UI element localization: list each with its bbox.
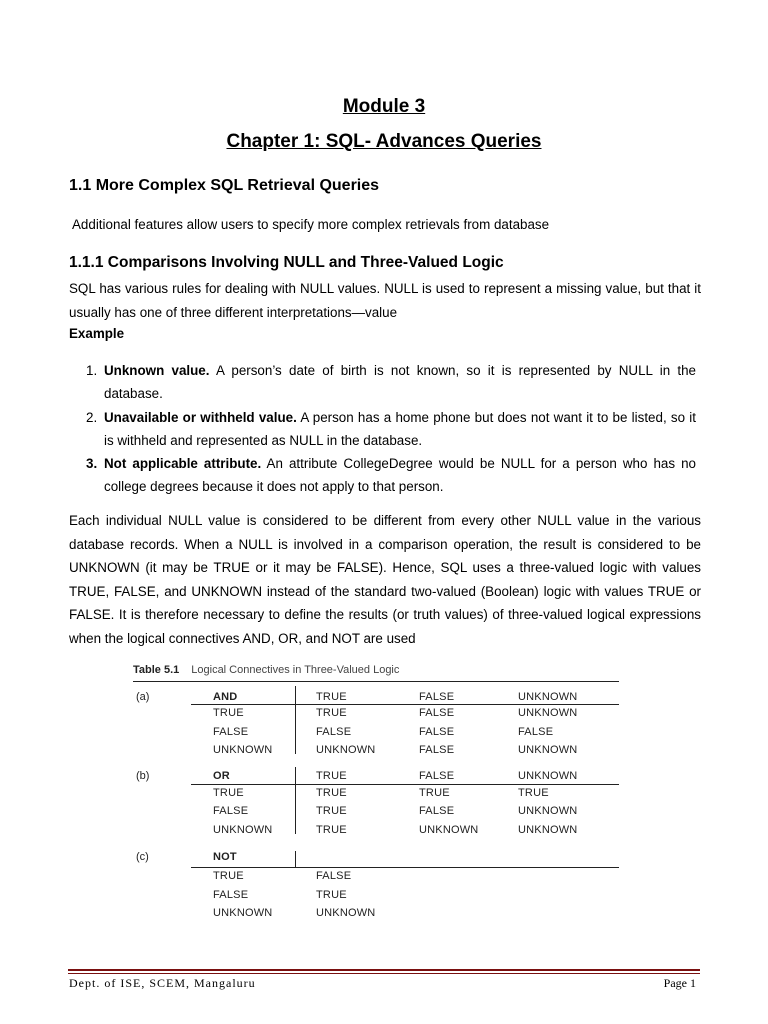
table-cell: TRUE <box>316 889 347 901</box>
table-section-tag: (c) <box>136 851 149 863</box>
table-label: Table 5.1 <box>133 664 180 676</box>
section-intro: Additional features allow users to specify more complex retrievals from database <box>72 217 550 232</box>
table-cell: UNKNOWN <box>316 907 376 919</box>
table-cell: FALSE <box>419 726 455 738</box>
table-cell: UNKNOWN <box>213 744 273 756</box>
list-term: Not applicable attribute. <box>104 456 262 472</box>
table-cell: TRUE <box>213 787 244 799</box>
list-item <box>86 452 696 499</box>
paragraph-three-valued-logic: Each individual NULL value is considered to be different from every other NULL value in the various database records. When a NULL is involved in a comparison operation, the result is considered to be UNKNOWN (it may be TRUE or it may be FALSE). Hence, SQL uses a three-valued logic with values TRUE, FALSE, and UNKNOWN instead of the standard two-valued (Boolean) logic with values TRUE or FALSE. It is therefore necessary to define the results (or truth values) of three-valued logical expressions when the logical connectives AND, OR, and NOT are used <box>69 513 701 646</box>
list-number: 3. <box>86 456 98 472</box>
list-item <box>86 359 696 406</box>
list-text: An attribute CollegeDegree would be NULL for a person who has no college degrees because it does not apply to that person. <box>104 456 696 495</box>
list-text: A person has a home phone but does not want it to be listed, so it is withheld and represented as NULL in the database. <box>104 409 696 448</box>
list-text: A person’s date of birth is not known, so it is represented by NULL in the database. <box>104 363 696 402</box>
table-cell: TRUE <box>419 787 450 799</box>
table-header-cell: AND <box>213 691 238 703</box>
section-heading: 1.1 More Complex SQL Retrieval Queries <box>69 177 380 194</box>
table-header-cell: NOT <box>213 851 237 863</box>
table-cell: FALSE <box>316 870 352 882</box>
table-cell: FALSE <box>419 805 455 817</box>
table-cell: UNKNOWN <box>518 805 578 817</box>
table-cell: FALSE <box>213 726 249 738</box>
table-cell: TRUE <box>316 787 347 799</box>
table-rule <box>191 704 619 705</box>
table-header-cell: TRUE <box>316 770 347 782</box>
table-cell: UNKNOWN <box>518 744 578 756</box>
list-item <box>86 406 696 453</box>
table-cell: UNKNOWN <box>419 824 479 836</box>
table-cell: FALSE <box>213 805 249 817</box>
table-header-cell: UNKNOWN <box>518 770 578 782</box>
table-cell: TRUE <box>316 805 347 817</box>
table-header-cell: FALSE <box>419 691 455 703</box>
table-header-cell: OR <box>213 770 230 782</box>
table-section-tag: (b) <box>136 770 150 782</box>
list-term: Unknown value. <box>104 363 210 378</box>
table-vrule <box>295 767 296 834</box>
footer-rule <box>68 969 700 971</box>
table-caption <box>133 664 399 676</box>
truth-table <box>133 664 623 926</box>
footer-department: Dept. of ISE, SCEM, Mangaluru <box>69 976 256 990</box>
table-cell: FALSE <box>419 744 455 756</box>
example-label: Example <box>69 326 125 341</box>
list-number: 1. <box>86 363 98 378</box>
table-cell: TRUE <box>213 870 244 882</box>
table-cell: TRUE <box>213 707 244 719</box>
table-cell: UNKNOWN <box>518 824 578 836</box>
table-rule <box>191 867 619 868</box>
table-header-cell: FALSE <box>419 770 455 782</box>
chapter-title: Chapter 1: SQL- Advances Queries <box>226 131 542 152</box>
table-caption-text: Logical Connectives in Three-Valued Logic <box>191 664 400 676</box>
subsection-heading: 1.1.1 Comparisons Involving NULL and Three-Valued Logic <box>69 254 504 271</box>
table-cell: UNKNOWN <box>518 707 578 719</box>
table-cell: FALSE <box>419 707 455 719</box>
table-cell: FALSE <box>316 726 352 738</box>
list-number: 2. <box>86 409 98 425</box>
table-cell: FALSE <box>213 889 249 901</box>
table-top-rule <box>133 681 619 682</box>
table-section-tag: (a) <box>136 691 150 703</box>
table-cell: FALSE <box>518 726 554 738</box>
table-cell: TRUE <box>316 824 347 836</box>
footer-rule-thin <box>68 973 700 974</box>
module-title: Module 3 <box>342 96 426 117</box>
table-rule <box>191 784 619 785</box>
table-cell: TRUE <box>316 707 347 719</box>
table-cell: UNKNOWN <box>316 744 376 756</box>
paragraph-null-intro: SQL has various rules for dealing with NULL values. NULL is used to represent a missing value, but that it usually has one of three different interpretations—value <box>69 281 701 320</box>
table-header-cell: TRUE <box>316 691 347 703</box>
table-cell: TRUE <box>518 787 549 799</box>
table-cell: UNKNOWN <box>213 907 273 919</box>
table-cell: UNKNOWN <box>213 824 273 836</box>
table-vrule <box>295 851 296 867</box>
null-interpretations-list <box>86 359 696 499</box>
table-vrule <box>295 686 296 754</box>
page-number: Page 1 <box>663 976 696 990</box>
list-term: Unavailable or withheld value. <box>104 409 297 425</box>
table-header-cell: UNKNOWN <box>518 691 578 703</box>
